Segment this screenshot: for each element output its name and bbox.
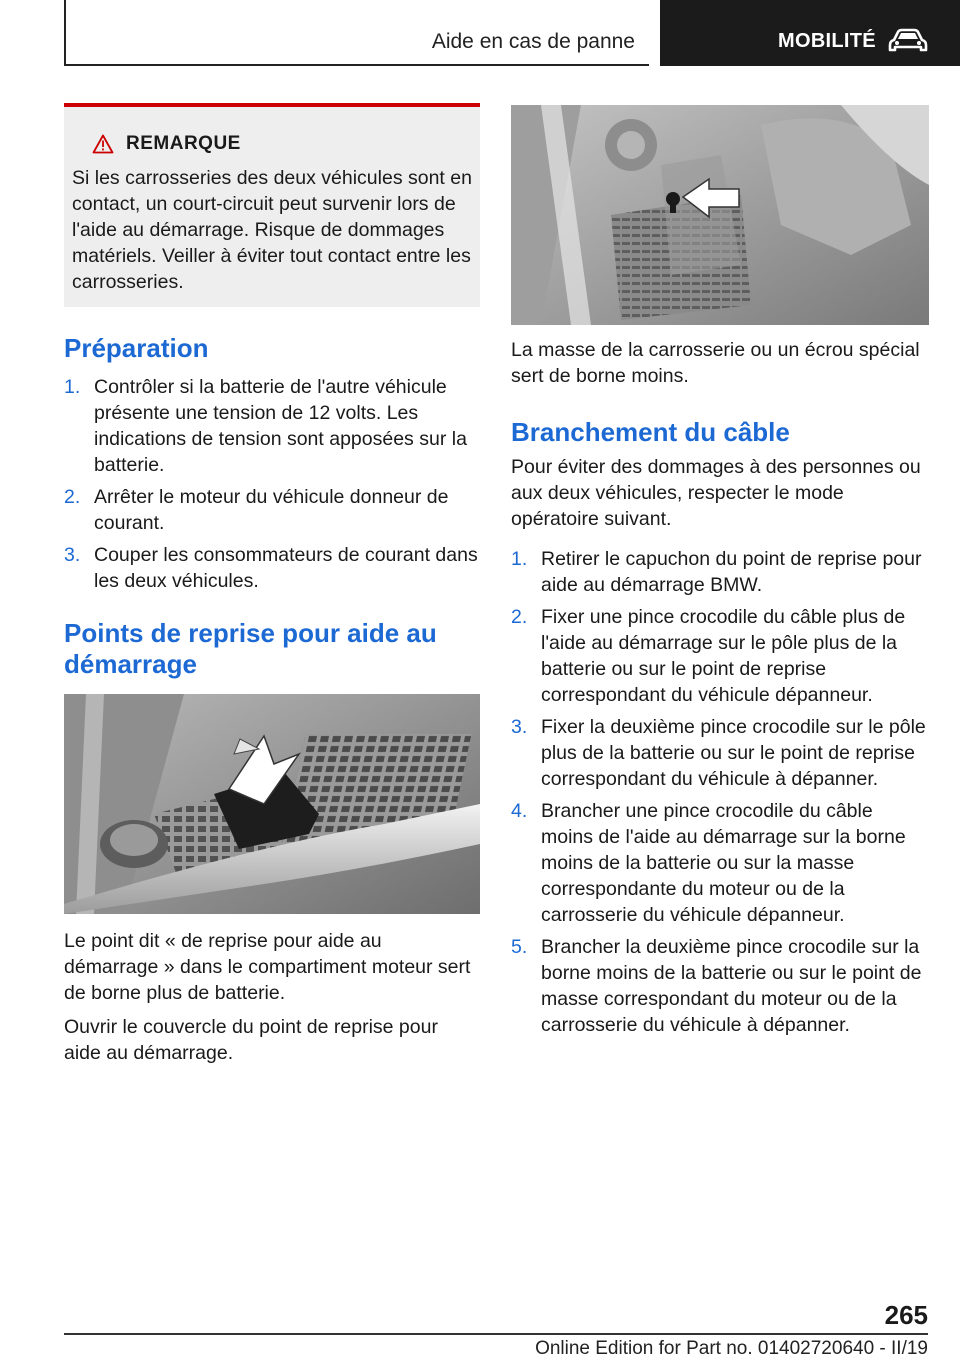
- step-number: 5.: [511, 936, 528, 958]
- step-number: 2.: [64, 486, 81, 508]
- heading-cable-connection: Branchement du câble: [511, 417, 790, 447]
- step-text: Couper les consommateurs de courant dans les deux véhicules.: [94, 544, 478, 592]
- step-number: 3.: [511, 716, 528, 738]
- list-item: [511, 546, 929, 598]
- step-text: Arrêter le moteur du véhicule donneur de courant.: [94, 486, 449, 534]
- page-number: 265: [884, 1300, 928, 1330]
- car-icon: [888, 28, 928, 54]
- note-header: [92, 133, 472, 155]
- preparation-steps: [64, 374, 480, 594]
- step-text: Contrôler si la batterie de l'autre véhicule présente une tension de 12 volts. Les indications de tension sont apposées sur la batterie.: [94, 376, 467, 476]
- list-item: [511, 604, 929, 708]
- list-item: [64, 484, 480, 536]
- footer-divider: [64, 1333, 928, 1335]
- header-chapter-title: MOBILITÉ: [778, 30, 876, 52]
- heading-jump-start-points: Points de reprise pour aide au démarrage: [64, 618, 437, 679]
- note-title: REMARQUE: [126, 133, 241, 154]
- list-item: [64, 374, 480, 478]
- header-section-title: Aide en cas de panne: [431, 30, 635, 53]
- step-text: Fixer la deuxième pince crocodile sur le pôle plus de la batterie ou sur le point de reprise correspondant du véhicule à dépanner.: [541, 716, 926, 790]
- step-number: 1.: [64, 376, 81, 398]
- note-text: Si les carrosseries des deux véhicules sont en contact, un court-circuit peut survenir lors de l'aide au démarrage. Risque de dommages matériels. Veiller à éviter tout contact entre les carrosseries.: [72, 167, 472, 293]
- list-item: [511, 798, 929, 928]
- cable-intro: Pour éviter des dommages à des personnes ou aux deux véhicules, respecter le mode opératoire suivant.: [511, 456, 921, 530]
- header-chapter-box: [660, 0, 960, 66]
- engine-bay-figure-ground-point: [511, 105, 929, 325]
- list-item: [511, 714, 929, 792]
- step-text: Brancher la deuxième pince crocodile sur la borne moins de la batterie ou sur le point de masse correspondant du moteur ou de la carrosserie du véhicule à dépanner.: [541, 936, 922, 1036]
- header-section-box: [64, 0, 649, 66]
- ground-caption: La masse de la carrosserie ou un écrou spécial sert de borne moins.: [511, 339, 920, 387]
- step-text: Brancher une pince crocodile du câble moins de l'aide au démarrage sur la borne moins de la batterie ou sur la masse correspondante du moteur ou de la carrosserie du véhicule dépanneur.: [541, 800, 906, 926]
- paragraph-open-cover: Ouvrir le couvercle du point de reprise pour aide au démarrage.: [64, 1016, 438, 1064]
- footer-edition: Online Edition for Part no. 01402720640 - II/19: [535, 1338, 928, 1359]
- list-item: [511, 934, 929, 1038]
- step-number: 2.: [511, 606, 528, 628]
- step-number: 3.: [64, 544, 81, 566]
- heading-preparation: Préparation: [64, 333, 209, 363]
- engine-bay-figure-plus-terminal: [64, 694, 480, 914]
- step-number: 4.: [511, 800, 528, 822]
- warning-triangle-icon: [92, 134, 114, 154]
- left-column: [64, 103, 480, 1066]
- step-text: Fixer une pince crocodile du câble plus de l'aide au démarrage sur le pôle plus de la batterie ou sur le point de reprise correspondant du véhicule dépanneur.: [541, 606, 906, 706]
- cable-steps: [511, 546, 929, 1038]
- list-item: [64, 542, 480, 594]
- step-text: Retirer le capuchon du point de reprise pour aide au démarrage BMW.: [541, 548, 922, 596]
- right-column: [511, 105, 929, 1038]
- step-number: 1.: [511, 548, 528, 570]
- warning-note: [64, 103, 480, 307]
- paragraph-plus-terminal: Le point dit « de reprise pour aide au démarrage » dans le compartiment moteur sert de borne plus de batterie.: [64, 930, 471, 1004]
